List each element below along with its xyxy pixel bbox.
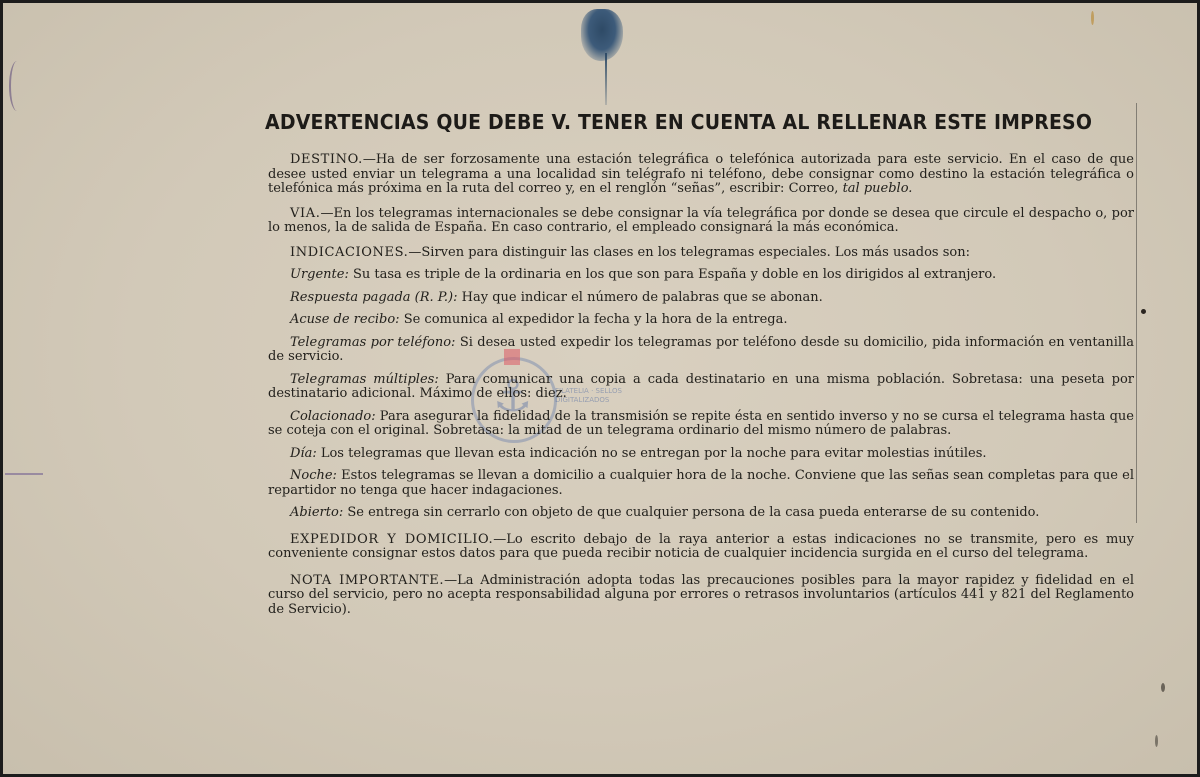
section-expedidor xyxy=(268,533,1134,562)
section-text: —Lo escrito debajo de la raya anterior a estas indicaciones no se transmite, pero es muy conveniente consignar estos datos para que pueda recibir noticia de cualquier incidencia surgida en el curso del telegrama. xyxy=(268,531,1134,561)
item-text: Para comunicar una copia a cada destinatario en una misma población. Sobretasa: una peseta por destinatario adicional. Máximo de ellos: diez. xyxy=(268,371,1134,401)
item-term: Telegramas por teléfono: xyxy=(290,334,456,350)
item-text: Para asegurar la fidelidad de la transmisión se repite ésta en sentido inverso y no se cursa el telegrama hasta que se coteja con el original. Sobretasa: la mitad de un telegrama ordinario del mismo número de palabras. xyxy=(268,408,1134,438)
section-indicaciones xyxy=(268,246,1134,261)
item-text: Si desea usted expedir los telegramas por teléfono desde su domicilio, pida información en ventanilla de servicio. xyxy=(268,334,1134,364)
section-key: VIA. xyxy=(290,205,321,221)
section-key: NOTA IMPORTANTE. xyxy=(290,572,445,588)
section-key: INDICACIONES. xyxy=(290,244,409,260)
item-term: Abierto: xyxy=(290,505,344,520)
ink-drip xyxy=(605,53,607,105)
section-key: EXPEDIDOR Y DOMICILIO. xyxy=(290,531,494,547)
item-text: Se comunica al expedidor la fecha y la hora de la entrega. xyxy=(399,312,788,327)
item-text: Estos telegramas se llevan a domicilio a cualquier hora de la noche. Conviene que las señas sean completas para que el repartidor no tenga que hacer indagaciones. xyxy=(268,468,1134,498)
speck xyxy=(1091,11,1094,25)
item-term: Día: xyxy=(290,445,317,461)
section-key: DESTINO. xyxy=(290,152,363,167)
list-item xyxy=(268,469,1134,498)
stamp-text: FILATELIA · SELLOS DIGITALIZADOS xyxy=(555,387,622,404)
section-via xyxy=(268,207,1134,236)
list-item xyxy=(268,291,1134,306)
list-item xyxy=(268,447,1134,462)
anchor-icon: ⚓ xyxy=(493,371,533,422)
list-item xyxy=(268,336,1134,365)
speck xyxy=(1161,683,1165,692)
pencil-mark xyxy=(9,61,25,111)
section-text: —En los telegramas internacionales se debe consignar la vía telegráfica por donde se desea que circule el despacho o, por lo menos, la de salida de España. En caso contrario, el empleado consignará la más económica. xyxy=(268,205,1134,235)
item-text: Hay que indicar el número de palabras que se abonan. xyxy=(457,289,823,305)
speck xyxy=(1141,309,1146,314)
page-title: ADVERTENCIAS QUE DEBE V. TENER EN CUENTA AL RELLENAR ESTE IMPRESO xyxy=(265,110,1093,134)
list-item xyxy=(268,506,1134,521)
section-nota xyxy=(268,574,1134,618)
item-term: Telegramas múltiples: xyxy=(290,371,439,387)
list-item xyxy=(268,410,1134,439)
speck xyxy=(1155,735,1158,747)
instructions-body xyxy=(268,153,1134,617)
item-text: Los telegramas que llevan esta indicación no se entregan por la noche para evitar molestias inútiles. xyxy=(316,445,987,461)
item-term: Respuesta pagada (R. P.): xyxy=(290,289,458,305)
item-term: Noche: xyxy=(290,468,337,483)
section-text: —Sirven para distinguir las clases en los telegramas especiales. Los más usados son: xyxy=(408,244,970,260)
ink-blot xyxy=(581,9,623,61)
item-term: Urgente: xyxy=(290,267,349,282)
list-item xyxy=(268,373,1134,402)
section-text-italic: tal pueblo. xyxy=(842,181,913,196)
section-text: —Ha de ser forzosamente una estación telegráfica o telefónica autorizada para este servicio. En el caso de que desee usted enviar un telegrama a una localidad sin telégrafo ni teléfono, debe consignar como destino la estación telegráfica o telefónica más próxima en la ruta del correo y, en el renglón “señas”, escribir: Correo, xyxy=(268,152,1134,196)
list-item xyxy=(268,268,1134,283)
item-term: Acuse de recibo: xyxy=(290,312,400,327)
section-destino xyxy=(268,153,1134,197)
item-term: Colacionado: xyxy=(290,408,376,424)
section-text: —La Administración adopta todas las precauciones posibles para la mayor rapidez y fidelidad en el curso del servicio, pero no acepta responsabilidad alguna por errores o retrasos involuntarios (artículos 441 y 821 del Reglamento de Servicio). xyxy=(268,572,1135,617)
margin-rule xyxy=(1136,103,1137,523)
list-item xyxy=(268,313,1134,328)
pencil-stroke xyxy=(5,473,43,475)
item-text: Se entrega sin cerrarlo con objeto de que cualquier persona de la casa pueda enterarse de su contenido. xyxy=(343,505,1040,520)
item-text: Su tasa es triple de la ordinaria en los que son para España y doble en los dirigidos al extranjero. xyxy=(348,267,997,282)
